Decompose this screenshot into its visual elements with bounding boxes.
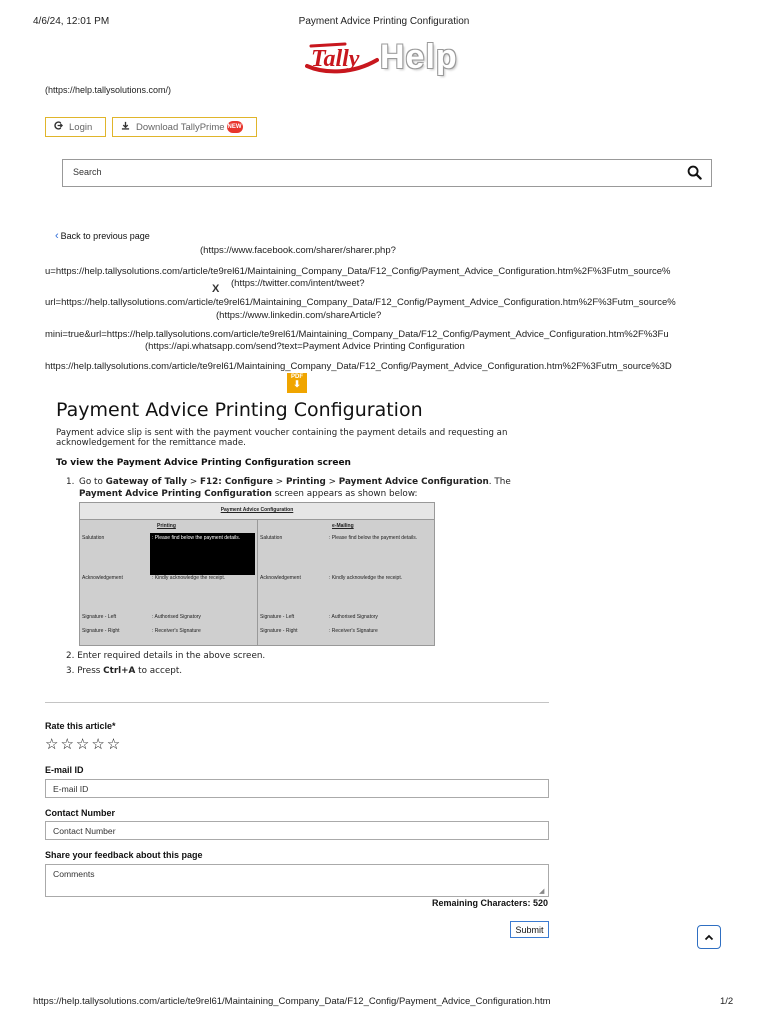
emailing-value: : Receiver's Signature bbox=[329, 628, 378, 634]
step-text: Press bbox=[77, 666, 101, 676]
rate-article-label: Rate this article* bbox=[45, 721, 116, 731]
menu-path-f12: F12: Configure bbox=[200, 477, 273, 487]
home-link[interactable]: (https://help.tallysolutions.com/) bbox=[45, 85, 172, 95]
scroll-to-top-button[interactable] bbox=[697, 925, 721, 949]
comments-label: Share your feedback about this page bbox=[45, 850, 203, 860]
login-button[interactable] bbox=[45, 117, 106, 137]
step-1 bbox=[66, 476, 526, 500]
row-label: Acknowledgement bbox=[82, 575, 123, 581]
x-icon[interactable]: X bbox=[212, 283, 220, 295]
row-label: Salutation bbox=[260, 535, 283, 541]
step-number: 2. bbox=[66, 651, 75, 661]
emailing-value: : Authorised Signatory bbox=[329, 614, 378, 620]
column-divider bbox=[257, 519, 258, 646]
submit-button[interactable]: Submit bbox=[510, 921, 549, 938]
screenshot-title: Payment Advice Configuration bbox=[220, 507, 294, 513]
printing-column-header: Printing bbox=[157, 523, 176, 529]
print-header-title: Payment Advice Printing Configuration bbox=[298, 16, 470, 27]
star-rating[interactable]: ☆☆☆☆☆ bbox=[45, 736, 123, 753]
facebook-share-link[interactable]: (https://www.facebook.com/sharer/sharer.php? bbox=[200, 245, 396, 256]
print-footer-url: https://help.tallysolutions.com/article/te9rel61/Maintaining_Company_Data/F12_Config/Payment_Advice_Configuration.htm bbox=[33, 996, 551, 1007]
contact-number-field[interactable] bbox=[45, 821, 549, 840]
whatsapp-share-link[interactable]: (https://api.whatsapp.com/send?text=Payment Advice Printing Configuration bbox=[145, 341, 465, 352]
article-intro: Payment advice slip is sent with the payment voucher containing the payment details and requesting an acknowledgement for the remittance made. bbox=[56, 428, 508, 448]
search-input[interactable] bbox=[71, 166, 665, 178]
keyboard-shortcut: Ctrl+A bbox=[103, 666, 136, 676]
linkedin-share-link[interactable]: (https://www.linkedin.com/shareArticle? bbox=[216, 310, 382, 321]
printing-value: : Kindly acknowledge the receipt. bbox=[152, 575, 226, 581]
step-2 bbox=[66, 650, 265, 662]
row-label: Salutation bbox=[82, 535, 105, 541]
path-separator: > bbox=[189, 477, 198, 487]
login-label: Login bbox=[69, 121, 93, 133]
path-separator: > bbox=[328, 477, 336, 487]
pdf-label: PDF bbox=[291, 374, 303, 380]
menu-path-printing: Printing bbox=[285, 477, 326, 487]
emailing-column-header: e-Mailing bbox=[332, 523, 354, 529]
email-field[interactable] bbox=[45, 779, 549, 798]
printing-value: : Authorised Signatory bbox=[152, 614, 201, 620]
comments-field[interactable] bbox=[45, 864, 549, 897]
article-title: Payment Advice Printing Configuration bbox=[56, 399, 423, 421]
search-bar bbox=[62, 159, 712, 187]
search-icon[interactable] bbox=[687, 165, 702, 185]
row-label: Acknowledgement bbox=[260, 575, 301, 581]
chevron-up-icon bbox=[704, 928, 714, 946]
arrow-down-icon: ⬇ bbox=[293, 379, 301, 389]
row-label: Signature - Left bbox=[82, 614, 117, 620]
download-icon bbox=[121, 121, 130, 133]
emailing-value: : Kindly acknowledge the receipt. bbox=[329, 575, 403, 581]
path-separator: > bbox=[275, 477, 284, 487]
twitter-share-link[interactable]: (https://twitter.com/intent/tweet? bbox=[231, 278, 365, 289]
resize-handle-icon[interactable]: ◢ bbox=[539, 888, 545, 895]
login-icon bbox=[54, 121, 63, 133]
screen-name: Payment Advice Printing Configuration bbox=[79, 489, 272, 499]
logo-text: Tally bbox=[311, 46, 360, 72]
remaining-characters: Remaining Characters: 520 bbox=[431, 898, 548, 908]
row-label: Signature - Left bbox=[260, 614, 295, 620]
contact-label: Contact Number bbox=[45, 808, 116, 818]
print-page-number: 1/2 bbox=[720, 996, 734, 1007]
step-text: screen appears as shown below: bbox=[274, 489, 418, 499]
printing-value: : Please find below the payment details. bbox=[152, 535, 241, 541]
back-to-previous-link[interactable] bbox=[55, 230, 150, 242]
menu-path-payment-advice: Payment Advice Configuration bbox=[338, 477, 489, 487]
chevron-left-icon: ‹ bbox=[55, 230, 59, 242]
download-tallyprime-button[interactable] bbox=[112, 117, 257, 137]
email-label: E-mail ID bbox=[45, 765, 84, 775]
facebook-share-url[interactable]: u=https://help.tallysolutions.com/article/te9rel61/Maintaining_Company_Data/F12_Config/Payment_Advice_Configuration.htm%2F%3Futm_source% bbox=[45, 266, 671, 277]
step-text: . The bbox=[488, 477, 511, 487]
article-subheading: To view the Payment Advice Printing Configuration screen bbox=[56, 458, 351, 468]
tally-logo[interactable] bbox=[305, 36, 379, 83]
payment-advice-configuration-screenshot bbox=[79, 502, 435, 646]
download-label: Download TallyPrime bbox=[136, 121, 225, 133]
help-logo-text: Help bbox=[380, 38, 458, 76]
step-text: Enter required details in the above screen. bbox=[77, 651, 266, 661]
back-label: Back to previous page bbox=[60, 231, 150, 241]
step-number: 1. bbox=[66, 477, 75, 487]
menu-path-gateway: Gateway of Tally bbox=[105, 477, 188, 487]
row-label: Signature - Right bbox=[82, 628, 120, 634]
whatsapp-share-url[interactable]: https://help.tallysolutions.com/article/te9rel61/Maintaining_Company_Data/F12_Config/Payment_Advice_Configuration.htm%2F%3Futm_source%3D bbox=[45, 361, 672, 372]
emailing-value: : Please find below the payment details. bbox=[329, 535, 418, 541]
printing-value: : Receiver's Signature bbox=[152, 628, 201, 634]
row-label: Signature - Right bbox=[260, 628, 298, 634]
step-3 bbox=[66, 665, 182, 677]
section-divider bbox=[45, 702, 549, 703]
pdf-download-icon[interactable] bbox=[287, 373, 307, 393]
step-text: Go to bbox=[79, 477, 103, 487]
linkedin-share-url[interactable]: mini=true&url=https://help.tallysolutions.com/article/te9rel61/Maintaining_Company_Data/F12_Config/Payment_Advice_Configuration.htm%2F%3Fu bbox=[45, 329, 669, 340]
new-badge: NEW bbox=[227, 121, 243, 133]
print-date: 4/6/24, 12:01 PM bbox=[33, 16, 110, 27]
twitter-share-url[interactable]: url=https://help.tallysolutions.com/article/te9rel61/Maintaining_Company_Data/F12_Config/Payment_Advice_Configuration.htm%2F%3Futm_source% bbox=[45, 297, 676, 308]
step-text: to accept. bbox=[138, 666, 183, 676]
step-number: 3. bbox=[66, 666, 75, 676]
